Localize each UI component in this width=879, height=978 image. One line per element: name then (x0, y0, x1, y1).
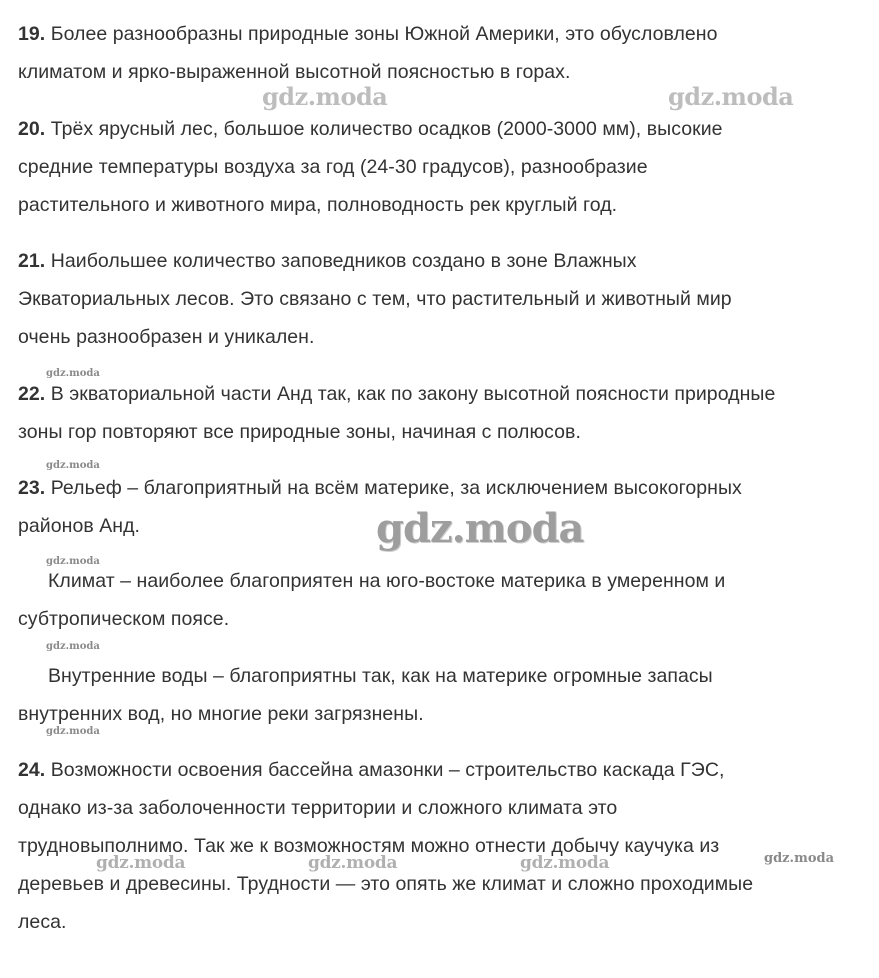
answer-number: 20. (18, 118, 46, 140)
watermark: gdz.moda (46, 460, 100, 471)
watermark: gdz.moda (764, 851, 835, 866)
watermark: gdz.moda (668, 82, 794, 111)
answer-number: 23. (18, 477, 46, 499)
answer-number: 21. (18, 250, 46, 272)
answer-23-line-1 (18, 476, 742, 500)
answer-number: 19. (18, 23, 46, 45)
watermark: gdz.moda (96, 853, 186, 873)
watermark: gdz.moda (46, 556, 100, 567)
answer-19-line-2: климатом и ярко-выраженной высотной поясностью в горах. (18, 61, 571, 83)
answer-21-line-1 (18, 249, 637, 273)
answer-24-line-3: трудновыполнимо. Так же к возможностям можно отнести добычу каучука из (18, 835, 720, 857)
answer-text: В экваториальной части Анд так, как по закону высотной поясности природные (50, 383, 776, 405)
answer-text: Трёх ярусный лес, большое количество осадков (2000-3000 мм), высокие (50, 118, 723, 140)
answer-number: 22. (18, 383, 46, 405)
answer-text: Рельеф – благоприятный на всём материке, за исключением высокогорных (50, 477, 742, 499)
answer-20-line-3: растительного и животного мира, полноводность рек круглый год. (18, 194, 618, 216)
answer-21-line-2: Экваториальных лесов. Это связано с тем, что растительный и животный мир (18, 288, 732, 310)
answer-20-line-2: средние температуры воздуха за год (24-30 градусов), разнообразие (18, 156, 648, 178)
answer-22-line-2: зоны гор повторяют все природные зоны, начиная с полюсов. (18, 421, 581, 443)
answer-23-line-2: районов Анд. (18, 515, 140, 537)
watermark: gdz.moda (46, 368, 100, 379)
answer-19-line-1 (18, 22, 718, 46)
answer-text: Наибольшее количество заповедников создано в зоне Влажных (50, 250, 637, 272)
answer-23-water-line-2: внутренних вод, но многие реки загрязнены. (18, 703, 424, 725)
answer-23-climate-line-2: субтропическом поясе. (18, 608, 230, 630)
watermark: gdz.moda (520, 853, 610, 873)
answer-21-line-3: очень разнообразен и уникален. (18, 326, 315, 348)
answer-24-line-1 (18, 758, 724, 782)
watermark: gdz.moda (46, 726, 100, 737)
answer-text: Более разнообразны природные зоны Южной Америки, это обусловлено (50, 23, 718, 45)
watermark: gdz.moda (308, 853, 398, 873)
answer-number: 24. (18, 759, 46, 781)
answer-24-line-4: деревьев и древесины. Трудности — это опять же климат и сложно проходимые (18, 873, 754, 895)
watermark: gdz.moda (46, 641, 100, 652)
answer-20-line-1 (18, 117, 723, 141)
answer-22-line-1 (18, 382, 775, 406)
answer-23-water-line-1: Внутренние воды – благоприятны так, как на материке огромные запасы (48, 665, 713, 687)
answer-text: Возможности освоения бассейна амазонки – строительство каскада ГЭС, (50, 759, 725, 781)
watermark: gdz.moda (262, 82, 388, 111)
answer-24-line-2: однако из-за заболоченности территории и сложного климата это (18, 797, 618, 819)
answer-24-line-5: леса. (18, 911, 67, 933)
watermark: gdz.moda (376, 505, 584, 552)
answer-23-climate-line-1: Климат – наиболее благоприятен на юго-востоке материка в умеренном и (48, 570, 726, 592)
